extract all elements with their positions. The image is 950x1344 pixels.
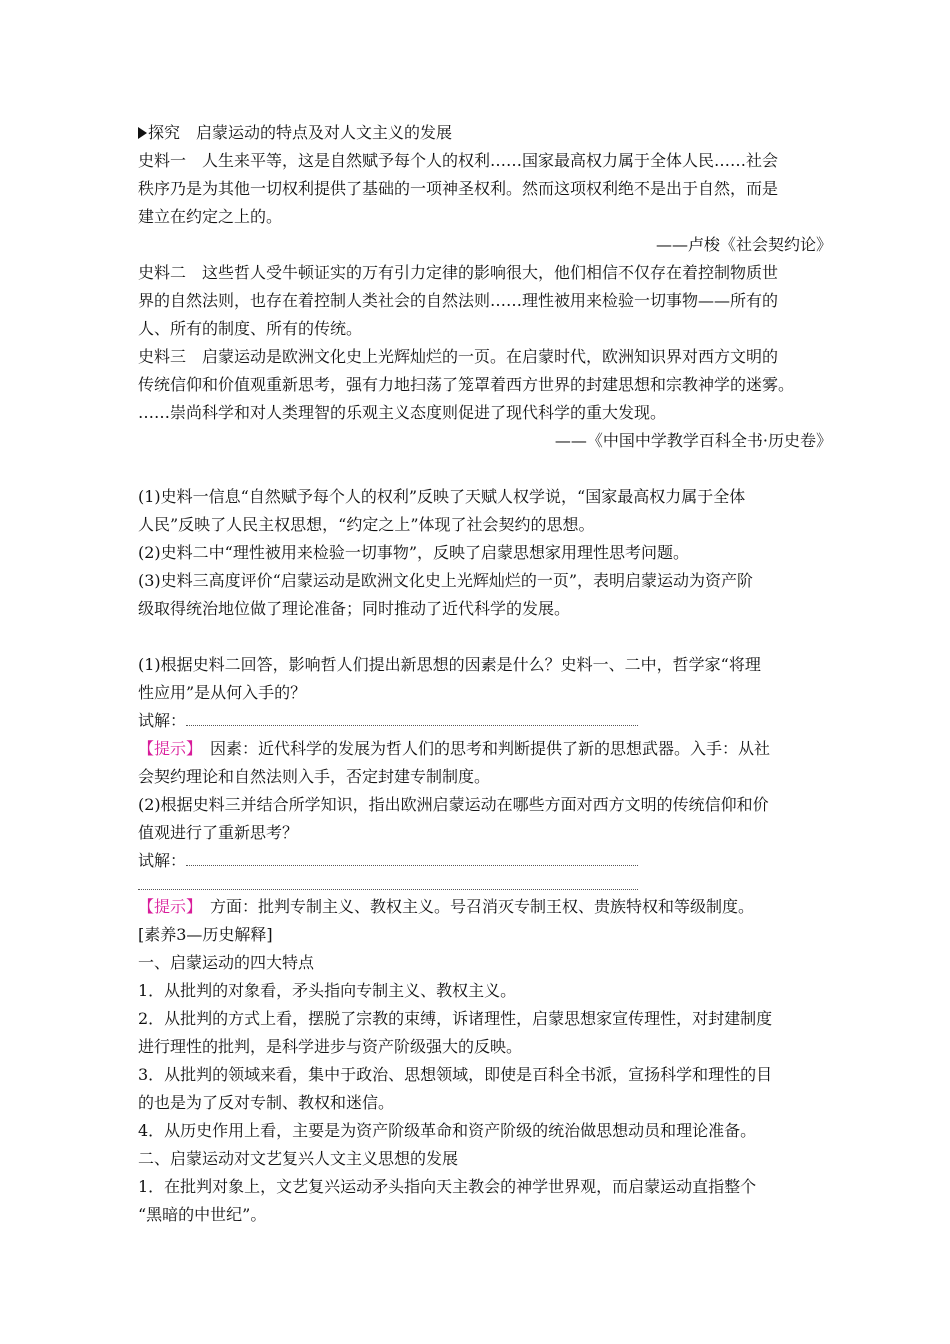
question-2-line: (2)根据史料三并结合所学知识，指出欧洲启蒙运动在哪些方面对西方文明的传统信仰和价 [138, 795, 769, 814]
hint-text: 方面：批判专制主义、教权主义。号召消灭专制王权、贵族特权和等级制度。 [194, 897, 755, 916]
section-1-item: 2．从批判的方式上看，摆脱了宗教的束缚，诉诸理性，启蒙思想家宣传理性，对封建制度 [138, 1009, 773, 1028]
material-3-source: ——《中国中学教学百科全书·历史卷》 [554, 431, 832, 450]
section-1-item: 1．从批判的对象看，矛头指向专制主义、教权主义。 [138, 981, 517, 1000]
answer-line-1[interactable] [186, 725, 638, 726]
explore-heading [138, 123, 452, 145]
triangle-marker-icon [138, 127, 147, 139]
hint-1-line [138, 739, 770, 761]
material-3-line: ……崇尚科学和对人类理智的乐观主义态度则促进了现代科学的重大发现。 [138, 403, 667, 422]
material-2-line: 史料二 这些哲人受牛顿证实的万有引力定律的影响很大，他们相信不仅存在着控制物质世 [138, 263, 779, 282]
material-1-line: 建立在约定之上的。 [138, 207, 283, 226]
literacy-tag: [素养3—历史解释] [138, 925, 273, 944]
section-1-item: 进行理性的批判，是科学进步与资产阶级强大的反映。 [138, 1037, 523, 1056]
material-2-line: 界的自然法则，也存在着控制人类社会的自然法则……理性被用来检验一切事物——所有的 [138, 291, 779, 310]
material-1-line: 秩序乃是为其他一切权利提供了基础的一项神圣权利。然而这项权利绝不是出于自然，而是 [138, 179, 779, 198]
section-2-item: 1．在批判对象上，文艺复兴运动矛头指向天主教会的神学世界观，而启蒙运动直指整个 [138, 1177, 757, 1196]
material-2-line: 人、所有的制度、所有的传统。 [138, 319, 363, 338]
question-1-line: 性应用”是从何入手的？ [138, 683, 307, 702]
section-1-item: 3．从批判的领域来看，集中于政治、思想领域，即使是百科全书派，宣扬科学和理性的目 [138, 1065, 773, 1084]
question-1-line: (1)根据史料二回答，影响哲人们提出新思想的因素是什么？史料一、二中，哲学家“将理 [138, 655, 761, 674]
material-3-line: 传统信仰和价值观重新思考，强有力地扫荡了笼罩着西方世界的封建思想和宗教神学的迷雾。 [138, 375, 795, 394]
analysis-line: (2)史料二中“理性被用来检验一切事物”，反映了启蒙思想家用理性思考问题。 [138, 543, 690, 562]
section-1-item: 的也是为了反对专制、教权和迷信。 [138, 1093, 395, 1112]
hint-2-line [138, 897, 754, 919]
hint-label: 【提示】 [138, 739, 195, 758]
hint-1-line: 会契约理论和自然法则入手，否定封建专制制度。 [138, 767, 491, 786]
analysis-line: (1)史料一信息“自然赋予每个人的权利”反映了天赋人权学说，“国家最高权力属于全体 [138, 487, 746, 506]
material-1-source: ——卢梭《社会契约论》 [655, 235, 832, 254]
analysis-line: (3)史料三高度评价“启蒙运动是欧洲文化史上光辉灿烂的一页”，表明启蒙运动为资产阶 [138, 571, 754, 590]
answer-label: 试解： [138, 851, 187, 870]
analysis-line: 级取得统治地位做了理论准备；同时推动了近代科学的发展。 [138, 599, 571, 618]
answer-line-2[interactable] [186, 865, 638, 866]
answer-line-2b[interactable] [138, 889, 638, 890]
section-1-item: 4．从历史作用上看，主要是为资产阶级革命和资产阶级的统治做思想动员和理论准备。 [138, 1121, 757, 1140]
hint-label: 【提示】 [138, 897, 195, 916]
analysis-line: 人民”反映了人民主权思想，“约定之上”体现了社会契约的思想。 [138, 515, 595, 534]
hint-text: 因素：近代科学的发展为哲人们的思考和判断提供了新的思想武器。入手：从社 [194, 739, 771, 758]
material-1-line: 史料一 人生来平等，这是自然赋予每个人的权利……国家最高权力属于全体人民……社会 [138, 151, 779, 170]
section-2-title: 二、启蒙运动对文艺复兴人文主义思想的发展 [138, 1149, 459, 1168]
section-1-title: 一、启蒙运动的四大特点 [138, 953, 315, 972]
explore-title: 探究 启蒙运动的特点及对人文主义的发展 [148, 123, 453, 142]
section-2-item: “黑暗的中世纪”。 [138, 1205, 267, 1224]
question-2-line: 值观进行了重新思考？ [138, 823, 299, 842]
answer-label: 试解： [138, 711, 187, 730]
material-3-line: 史料三 启蒙运动是欧洲文化史上光辉灿烂的一页。在启蒙时代，欧洲知识界对西方文明的 [138, 347, 779, 366]
